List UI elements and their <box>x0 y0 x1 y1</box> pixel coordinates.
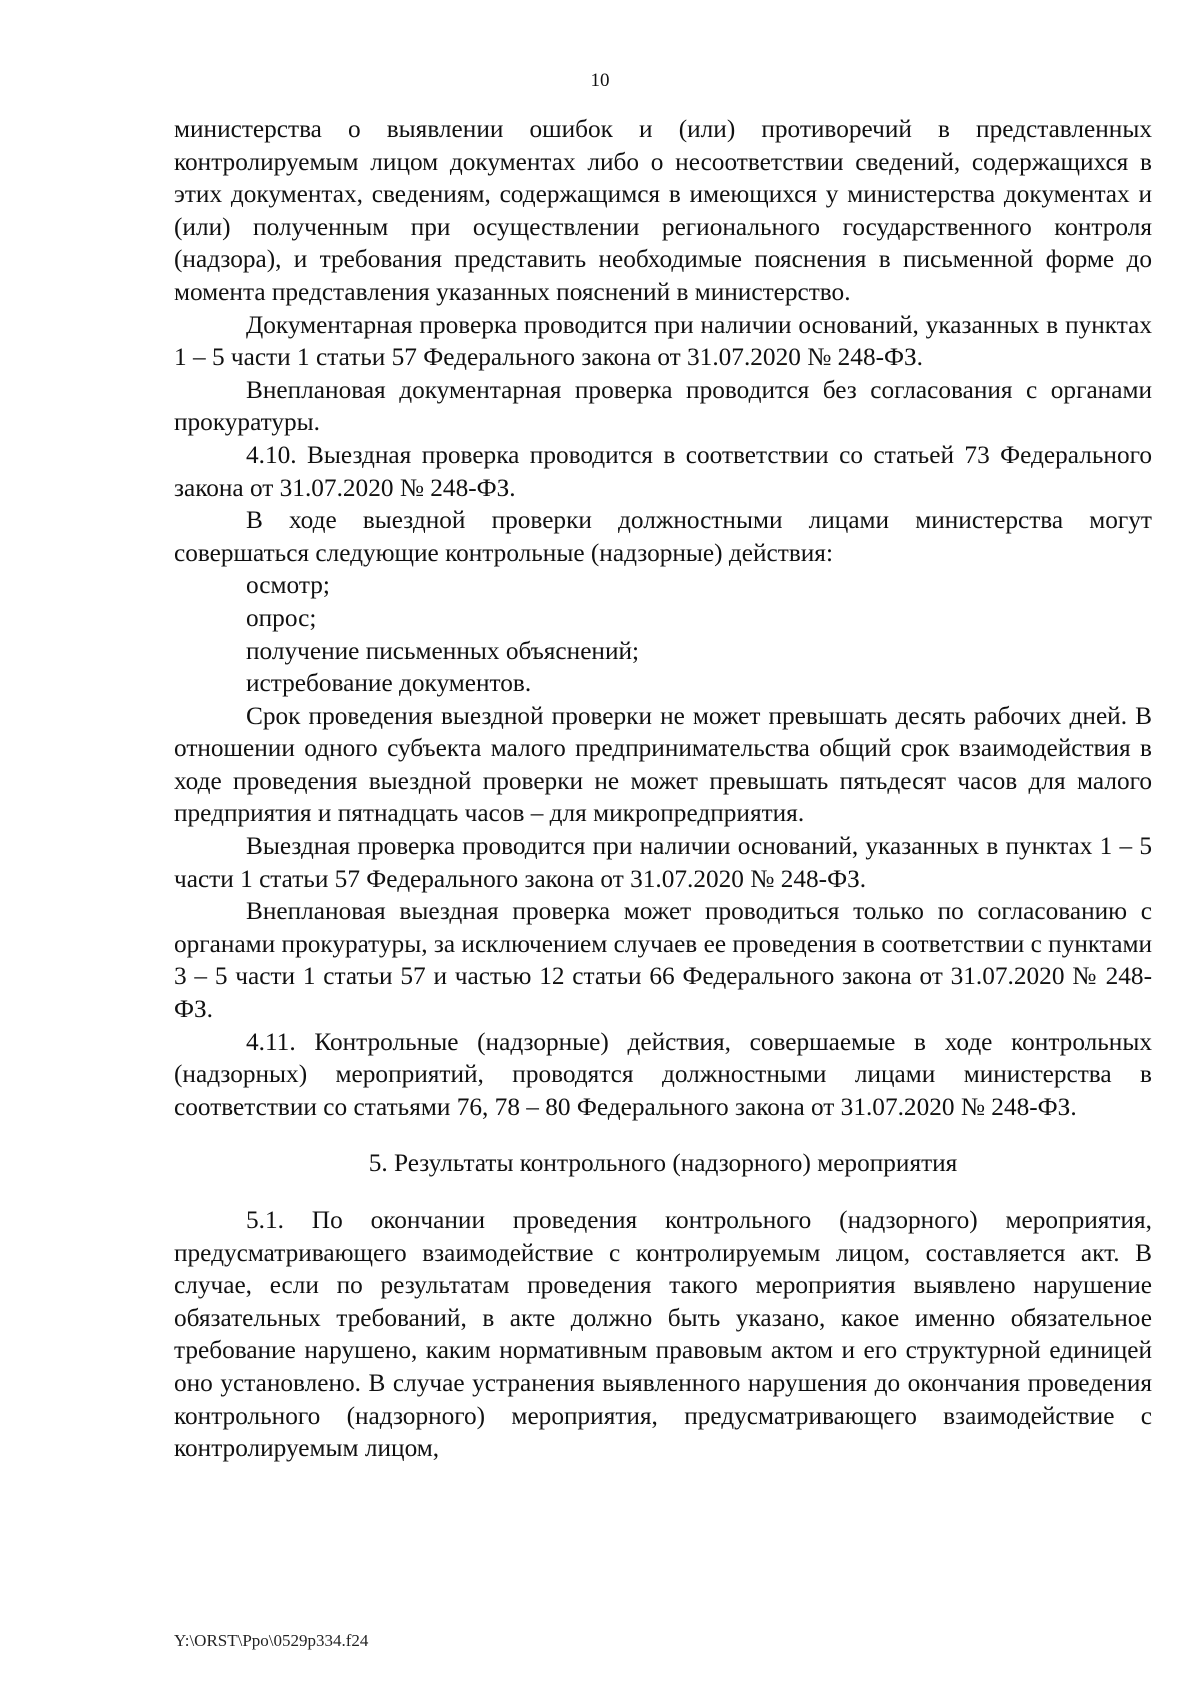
page-number: 10 <box>590 70 610 91</box>
paragraph: Срок проведения выездной проверки не может превышать десять рабочих дней. В отношении одного субъекта малого предпринимательства общий срок взаимодействия в ходе проведения выездной проверки не может превышать пятьдесят часов для малого предприятия и пятнадцать часов – для микропредприятия. <box>174 701 1152 828</box>
list-item: истребование документов. <box>246 669 532 698</box>
paragraph-4-11: 4.11. Контрольные (надзорные) действия, совершаемые в ходе контрольных (надзорных) мероприятий, проводятся должностными лицами министерства в соответствии со статьями 76, 78 – 80 Федерального закона от 31.07.2020 № 248-ФЗ. <box>174 1027 1152 1121</box>
paragraph: В ходе выездной проверки должностными лицами министерства могут совершаться следующие контрольные (надзорные) действия: <box>174 506 1152 567</box>
paragraph: Документарная проверка проводится при наличии оснований, указанных в пунктах 1 – 5 части 1 статьи 57 Федерального закона от 31.07.2020 № 248-ФЗ. <box>174 310 1152 372</box>
paragraph-4-10: 4.10. Выездная проверка проводится в соответствии со статьей 73 Федерального закона от 31.07.2020 № 248-ФЗ. <box>174 440 1152 502</box>
paragraph-5-1: 5.1. По окончании проведения контрольного (надзорного) мероприятия, предусматривающего взаимодействие с контролируемым лицом, составляется акт. В случае, если по результатам проведения такого мероприятия выявлено нарушение обязательных требований, в акте должно быть указано, какое именно обязательное требование нарушено, каким нормативным правовым актом и его структурной единицей оно установлено. В случае устранения выявленного нарушения до окончания проведения контрольного (надзорного) мероприятия, предусматривающего взаимодействие с контролируемым лицом, <box>174 1206 1152 1463</box>
paragraph: Внеплановая выездная проверка может проводиться только по согласованию с органами прокуратуры, за исключением случаев ее проведения в соответствии с пунктами 3 – 5 части 1 статьи 57 и частью 12 статьи 66 Федерального закона от 31.07.2020 № 248-ФЗ. <box>174 897 1152 1024</box>
paragraph: Выездная проверка проводится при наличии оснований, указанных в пунктах 1 – 5 части 1 статьи 57 Федерального закона от 31.07.2020 № 248-ФЗ. <box>174 832 1152 893</box>
footer-file-path: Y:\ORST\Ppo\0529p334.f24 <box>174 1631 369 1650</box>
section-heading: 5. Результаты контрольного (надзорного) мероприятия <box>368 1149 958 1178</box>
actions-list <box>174 569 1152 699</box>
list-item: осмотр; <box>246 571 330 600</box>
document-body <box>174 113 1152 1465</box>
paragraph: министерства о выявлении ошибок и (или) противоречий в представленных контролируемым лицом документах либо о несоответствии сведений, содержащихся в этих документах, сведениям, содержащимся в имеющихся у министерства документах и (или) полученным при осуществлении регионального государственного контроля (надзора), и требования представить необходимые пояснения в письменной форме до момента представления указанных пояснений в министерство. <box>174 115 1152 306</box>
list-item: получение письменных объяснений; <box>246 636 640 665</box>
list-item: опрос; <box>246 603 317 632</box>
paragraph: Внеплановая документарная проверка проводится без согласования с органами прокуратуры. <box>174 375 1152 437</box>
